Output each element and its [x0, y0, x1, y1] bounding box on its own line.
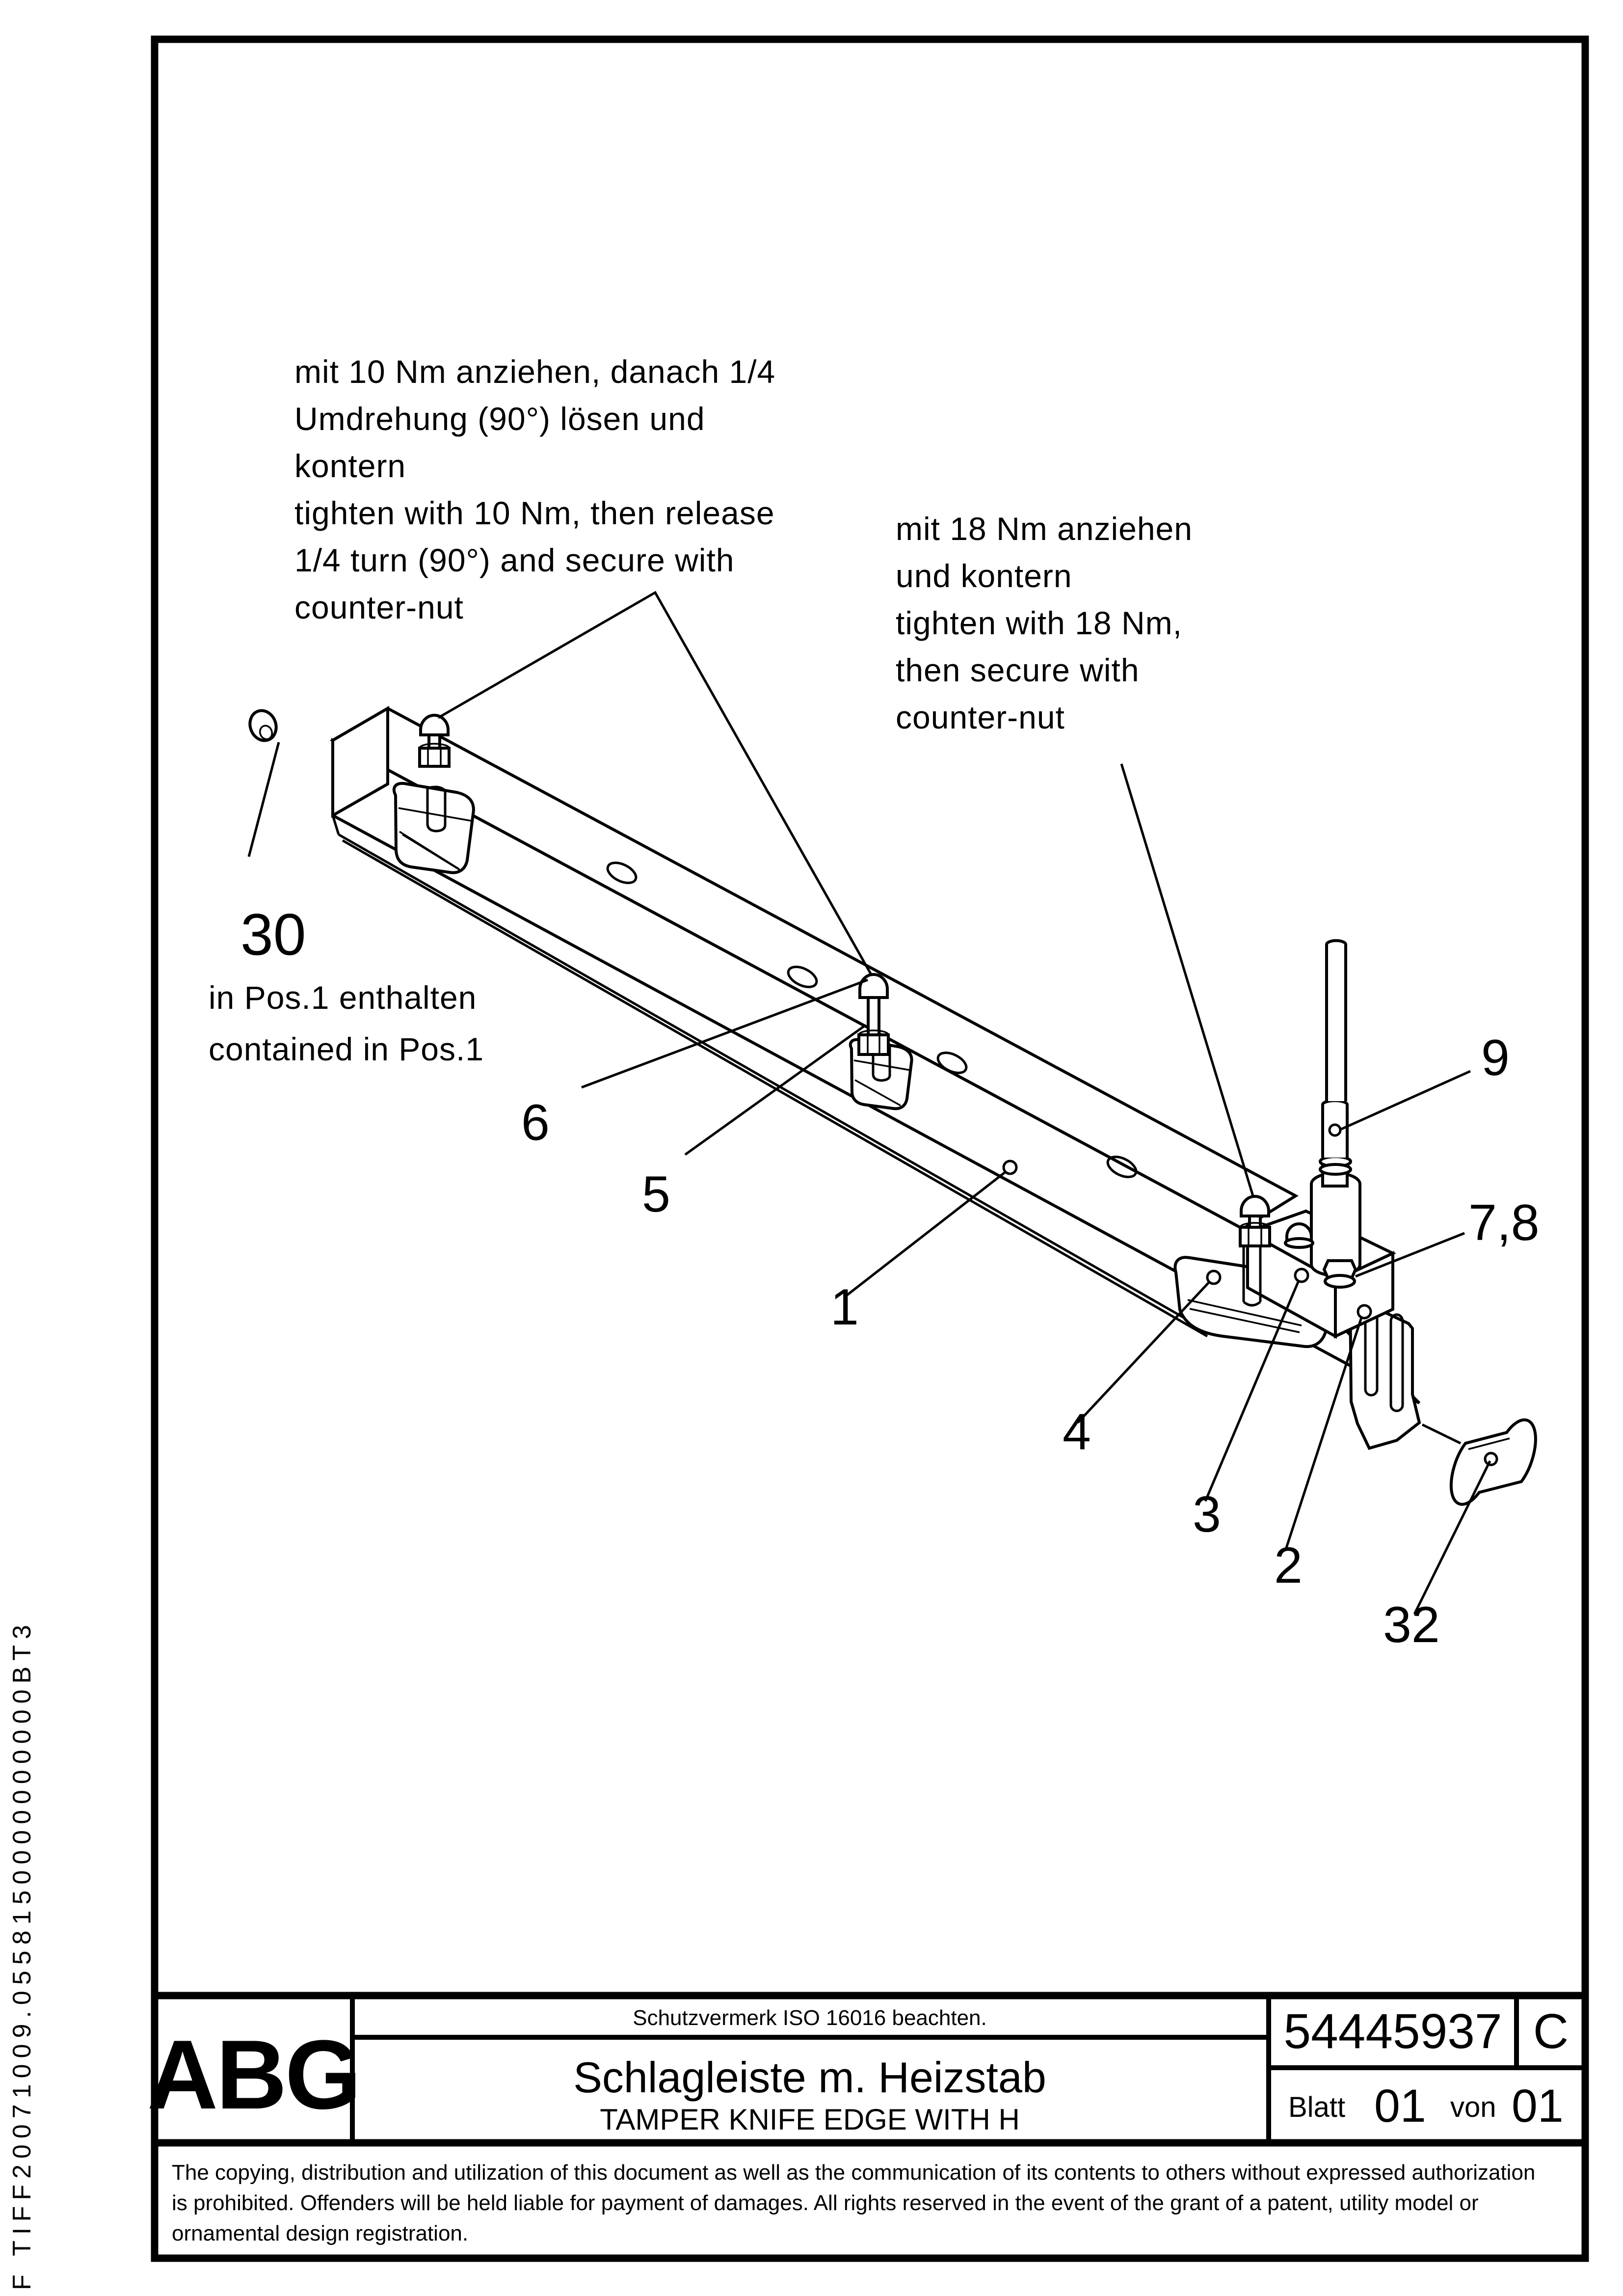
- sheet-label: Blatt: [1288, 2091, 1346, 2123]
- callout-32: 32: [1383, 1596, 1440, 1653]
- leader-1: [847, 1168, 1010, 1295]
- hex-bolt-block: [1324, 1261, 1356, 1287]
- drawing-title-en: TAMPER KNIFE EDGE WITH H: [600, 2103, 1020, 2136]
- note1-line: 1/4 turn (90°) and secure with: [294, 542, 735, 578]
- recess-left: [394, 783, 474, 873]
- knife-edge-strip: [333, 815, 1211, 1336]
- torque-note-18nm: [896, 511, 1193, 735]
- leader-4-dot: [1207, 1271, 1220, 1284]
- bar-top-face: [333, 708, 1296, 1229]
- callout-9: 9: [1481, 1029, 1510, 1086]
- note1-line: mit 10 Nm anziehen, danach 1/4: [294, 353, 776, 390]
- leader-30: [249, 742, 279, 857]
- file-code-sidebar: F TIFF20071009.0558150000000000BT3: [8, 1619, 36, 2290]
- title-block: [147, 1996, 1585, 2143]
- leader-9: [1341, 1071, 1470, 1129]
- protection-notice: Schutzvermerk ISO 16016 beachten.: [633, 2006, 987, 2030]
- heating-rod: [1327, 941, 1346, 1101]
- dome-nut-block: [1285, 1224, 1313, 1247]
- copyright-line: is prohibited. Offenders will be held liable for payment of damages. All rights reserved in the event of the grant of a patent, utility model or: [172, 2191, 1479, 2215]
- heater-collar: [1320, 1164, 1351, 1174]
- callout-6: 6: [521, 1094, 550, 1151]
- callout-5: 5: [642, 1166, 670, 1223]
- note2-line: und kontern: [896, 558, 1072, 594]
- copyright-line: ornamental design registration.: [172, 2221, 469, 2245]
- note1-line: Umdrehung (90°) lösen und: [294, 401, 705, 437]
- callout-3: 3: [1193, 1486, 1221, 1543]
- note1-line: tighten with 10 Nm, then release: [294, 495, 775, 531]
- callout-30: 30: [240, 902, 306, 968]
- revision-letter: C: [1533, 2004, 1569, 2059]
- cylinder-pos32: [1451, 1420, 1536, 1504]
- sheet-total: 01: [1512, 2080, 1564, 2132]
- note2-line: mit 18 Nm anziehen: [896, 511, 1193, 547]
- note2-line: counter-nut: [896, 699, 1065, 735]
- pos30-note: [209, 902, 484, 1067]
- leader-3-dot: [1295, 1269, 1308, 1282]
- sheet-number: 01: [1374, 2080, 1426, 2132]
- torque-note-10nm: [294, 353, 775, 625]
- callout-2: 2: [1274, 1537, 1303, 1594]
- leader-2-dot: [1358, 1305, 1371, 1318]
- note2-line: tighten with 18 Nm,: [896, 605, 1182, 641]
- note1-line: kontern: [294, 448, 406, 484]
- note2-line: then secure with: [896, 652, 1140, 688]
- note1-line: counter-nut: [294, 589, 464, 625]
- company-logo: ABG: [147, 2020, 360, 2130]
- washer-pos30: [246, 707, 280, 744]
- pos30-line: contained in Pos.1: [209, 1031, 484, 1067]
- assembly-line-32: [1422, 1425, 1461, 1443]
- callout-4: 4: [1063, 1404, 1091, 1460]
- leader-1-dot: [1004, 1161, 1016, 1174]
- copyright-line: The copying, distribution and utilization of this document as well as the communication of its contents to others without expressed authorization: [172, 2161, 1536, 2185]
- copyright-note: [172, 2161, 1535, 2245]
- callout-78: 7,8: [1468, 1194, 1540, 1251]
- drawing-title-de: Schlagleiste m. Heizstab: [573, 2053, 1046, 2102]
- heater-assembly: [1311, 941, 1360, 1275]
- pos30-line: in Pos.1 enthalten: [209, 979, 477, 1016]
- sheet-of-label: von: [1450, 2091, 1496, 2123]
- document-number: 54445937: [1283, 2004, 1502, 2059]
- callout-1: 1: [830, 1279, 859, 1336]
